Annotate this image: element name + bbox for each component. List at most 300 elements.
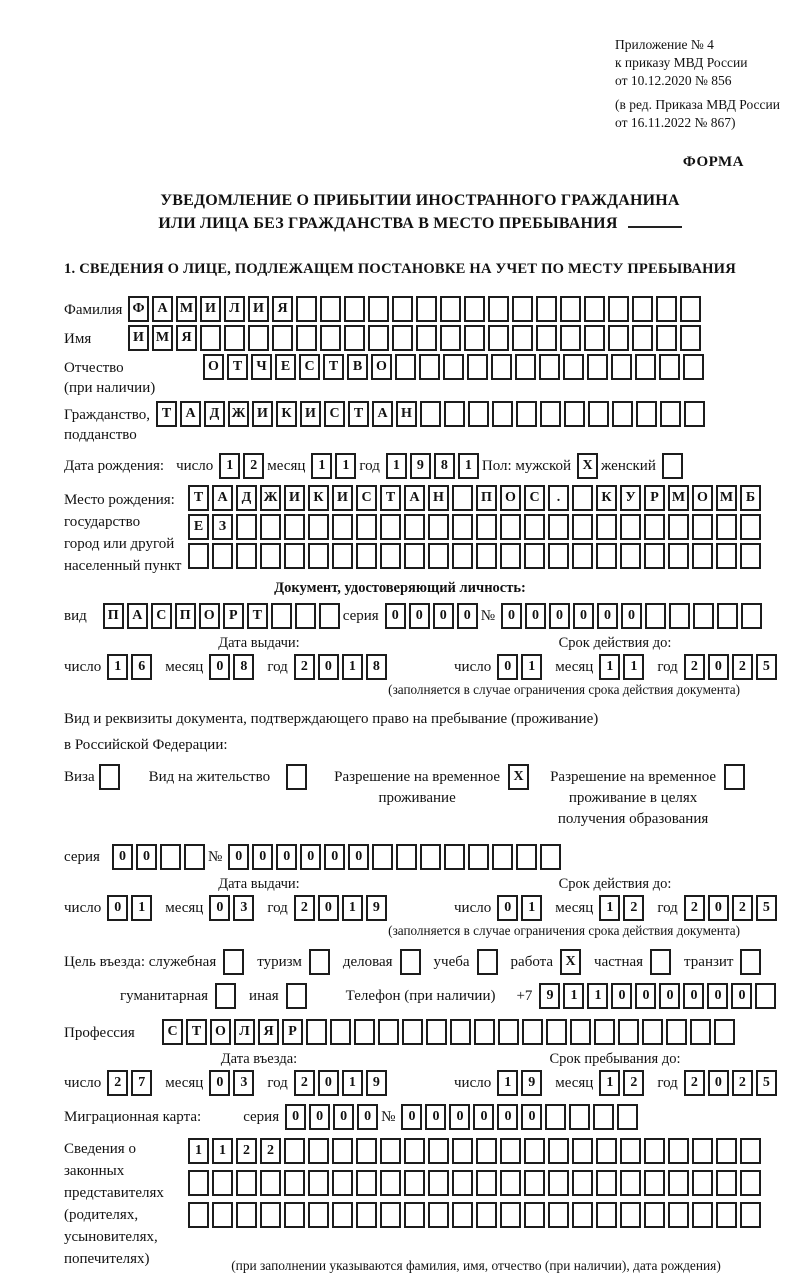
char-box[interactable]: 2	[684, 654, 705, 680]
char-box[interactable]: 0	[708, 1070, 729, 1096]
char-box[interactable]: 0	[136, 844, 157, 870]
char-box[interactable]	[402, 1019, 423, 1045]
char-box[interactable]: 1	[497, 1070, 518, 1096]
char-box[interactable]: 0	[300, 844, 321, 870]
char-box[interactable]	[332, 514, 353, 540]
char-box[interactable]	[404, 1138, 425, 1164]
char-box[interactable]: И	[300, 401, 321, 427]
char-box[interactable]: Л	[224, 296, 245, 322]
char-box[interactable]	[248, 325, 269, 351]
char-box[interactable]: 1	[563, 983, 584, 1009]
char-box[interactable]: А	[152, 296, 173, 322]
char-box[interactable]	[570, 1019, 591, 1045]
char-box[interactable]: X	[577, 453, 598, 479]
char-box[interactable]	[332, 1138, 353, 1164]
char-box[interactable]: И	[248, 296, 269, 322]
char-box[interactable]	[572, 543, 593, 569]
char-box[interactable]	[500, 1202, 521, 1228]
char-box[interactable]	[309, 949, 330, 975]
char-box[interactable]	[644, 1170, 665, 1196]
char-box[interactable]	[692, 1138, 713, 1164]
char-box[interactable]	[404, 514, 425, 540]
char-box[interactable]	[284, 543, 305, 569]
char-box[interactable]: А	[212, 485, 233, 511]
char-box[interactable]: Я	[176, 325, 197, 351]
char-box[interactable]	[635, 354, 656, 380]
char-box[interactable]	[659, 354, 680, 380]
char-box[interactable]	[188, 1202, 209, 1228]
char-box[interactable]: 1	[623, 654, 644, 680]
char-box[interactable]	[319, 603, 340, 629]
char-box[interactable]	[693, 603, 714, 629]
char-box[interactable]	[645, 603, 666, 629]
char-box[interactable]	[474, 1019, 495, 1045]
char-box[interactable]	[308, 1170, 329, 1196]
char-box[interactable]: 2	[294, 1070, 315, 1096]
char-box[interactable]	[500, 1138, 521, 1164]
char-box[interactable]	[188, 1170, 209, 1196]
char-box[interactable]: 0	[497, 895, 518, 921]
char-box[interactable]: 9	[539, 983, 560, 1009]
char-box[interactable]	[636, 401, 657, 427]
char-box[interactable]	[564, 401, 585, 427]
char-box[interactable]	[540, 844, 561, 870]
char-box[interactable]	[524, 1202, 545, 1228]
char-box[interactable]: Т	[323, 354, 344, 380]
char-box[interactable]: А	[180, 401, 201, 427]
char-box[interactable]	[684, 401, 705, 427]
char-box[interactable]: 3	[233, 1070, 254, 1096]
char-box[interactable]: О	[500, 485, 521, 511]
char-box[interactable]	[420, 401, 441, 427]
char-box[interactable]: .	[548, 485, 569, 511]
char-box[interactable]	[356, 543, 377, 569]
char-box[interactable]: 2	[623, 1070, 644, 1096]
char-box[interactable]: 0	[707, 983, 728, 1009]
char-box[interactable]	[755, 983, 776, 1009]
char-box[interactable]	[548, 1202, 569, 1228]
char-box[interactable]: Б	[740, 485, 761, 511]
char-box[interactable]	[512, 325, 533, 351]
char-box[interactable]	[644, 1138, 665, 1164]
char-box[interactable]	[380, 1202, 401, 1228]
char-box[interactable]: 0	[708, 895, 729, 921]
char-box[interactable]: И	[284, 485, 305, 511]
char-box[interactable]	[416, 325, 437, 351]
char-box[interactable]	[476, 514, 497, 540]
char-box[interactable]	[644, 1202, 665, 1228]
char-box[interactable]: 0	[501, 603, 522, 629]
char-box[interactable]: 0	[209, 1070, 230, 1096]
char-box[interactable]: 1	[188, 1138, 209, 1164]
char-box[interactable]	[572, 485, 593, 511]
char-box[interactable]	[546, 1019, 567, 1045]
char-box[interactable]: 0	[597, 603, 618, 629]
char-box[interactable]	[596, 1202, 617, 1228]
char-box[interactable]: 1	[599, 1070, 620, 1096]
char-box[interactable]	[588, 401, 609, 427]
char-box[interactable]: Ж	[228, 401, 249, 427]
char-box[interactable]	[332, 1170, 353, 1196]
char-box[interactable]: Т	[186, 1019, 207, 1045]
char-box[interactable]	[548, 514, 569, 540]
char-box[interactable]	[690, 1019, 711, 1045]
char-box[interactable]: И	[128, 325, 149, 351]
char-box[interactable]	[395, 354, 416, 380]
char-box[interactable]	[380, 1170, 401, 1196]
char-box[interactable]	[492, 401, 513, 427]
char-box[interactable]: 0	[683, 983, 704, 1009]
char-box[interactable]	[668, 543, 689, 569]
char-box[interactable]	[212, 1202, 233, 1228]
char-box[interactable]	[618, 1019, 639, 1045]
char-box[interactable]: С	[162, 1019, 183, 1045]
char-box[interactable]	[296, 296, 317, 322]
char-box[interactable]	[344, 325, 365, 351]
char-box[interactable]	[452, 485, 473, 511]
char-box[interactable]	[452, 1138, 473, 1164]
char-box[interactable]: 2	[294, 895, 315, 921]
char-box[interactable]	[188, 543, 209, 569]
char-box[interactable]	[368, 296, 389, 322]
char-box[interactable]	[284, 1202, 305, 1228]
char-box[interactable]: И	[252, 401, 273, 427]
char-box[interactable]: X	[508, 764, 529, 790]
char-box[interactable]	[620, 543, 641, 569]
char-box[interactable]: О	[199, 603, 220, 629]
char-box[interactable]: 0	[348, 844, 369, 870]
char-box[interactable]	[356, 514, 377, 540]
char-box[interactable]	[420, 844, 441, 870]
char-box[interactable]: К	[276, 401, 297, 427]
char-box[interactable]	[522, 1019, 543, 1045]
char-box[interactable]: М	[152, 325, 173, 351]
char-box[interactable]	[392, 296, 413, 322]
char-box[interactable]	[524, 543, 545, 569]
char-box[interactable]	[320, 325, 341, 351]
char-box[interactable]	[320, 296, 341, 322]
char-box[interactable]	[260, 1170, 281, 1196]
char-box[interactable]: 5	[756, 1070, 777, 1096]
char-box[interactable]: 2	[684, 895, 705, 921]
char-box[interactable]	[740, 514, 761, 540]
char-box[interactable]: 0	[708, 654, 729, 680]
char-box[interactable]	[284, 514, 305, 540]
char-box[interactable]	[452, 1202, 473, 1228]
char-box[interactable]	[444, 401, 465, 427]
char-box[interactable]: О	[210, 1019, 231, 1045]
char-box[interactable]	[296, 325, 317, 351]
char-box[interactable]	[644, 543, 665, 569]
char-box[interactable]	[236, 514, 257, 540]
char-box[interactable]	[500, 514, 521, 540]
char-box[interactable]	[498, 1019, 519, 1045]
char-box[interactable]	[596, 514, 617, 540]
char-box[interactable]	[683, 354, 704, 380]
char-box[interactable]	[286, 764, 307, 790]
char-box[interactable]	[593, 1104, 614, 1130]
char-box[interactable]: 9	[366, 895, 387, 921]
char-box[interactable]	[428, 1138, 449, 1164]
char-box[interactable]	[692, 514, 713, 540]
char-box[interactable]	[608, 296, 629, 322]
char-box[interactable]	[464, 296, 485, 322]
char-box[interactable]	[354, 1019, 375, 1045]
char-box[interactable]	[524, 1138, 545, 1164]
char-box[interactable]: С	[324, 401, 345, 427]
char-box[interactable]	[99, 764, 120, 790]
char-box[interactable]	[488, 296, 509, 322]
char-box[interactable]: 0	[252, 844, 273, 870]
char-box[interactable]	[440, 296, 461, 322]
char-box[interactable]	[587, 354, 608, 380]
char-box[interactable]	[650, 949, 671, 975]
char-box[interactable]: Ф	[128, 296, 149, 322]
char-box[interactable]: 0	[385, 603, 406, 629]
char-box[interactable]	[308, 1138, 329, 1164]
char-box[interactable]	[464, 325, 485, 351]
char-box[interactable]	[404, 1202, 425, 1228]
char-box[interactable]	[656, 325, 677, 351]
char-box[interactable]	[536, 325, 557, 351]
char-box[interactable]	[224, 325, 245, 351]
char-box[interactable]	[308, 514, 329, 540]
char-box[interactable]	[477, 949, 498, 975]
char-box[interactable]	[330, 1019, 351, 1045]
char-box[interactable]	[594, 1019, 615, 1045]
char-box[interactable]: С	[151, 603, 172, 629]
char-box[interactable]	[272, 325, 293, 351]
char-box[interactable]: 0	[659, 983, 680, 1009]
char-box[interactable]	[356, 1170, 377, 1196]
char-box[interactable]	[160, 844, 181, 870]
char-box[interactable]	[515, 354, 536, 380]
char-box[interactable]	[569, 1104, 590, 1130]
char-box[interactable]: Т	[247, 603, 268, 629]
char-box[interactable]: 0	[333, 1104, 354, 1130]
char-box[interactable]: 0	[285, 1104, 306, 1130]
char-box[interactable]: 0	[497, 1104, 518, 1130]
char-box[interactable]	[740, 1138, 761, 1164]
char-box[interactable]: 1	[458, 453, 479, 479]
char-box[interactable]: 8	[233, 654, 254, 680]
char-box[interactable]: 0	[409, 603, 430, 629]
char-box[interactable]: С	[356, 485, 377, 511]
char-box[interactable]: 1	[587, 983, 608, 1009]
char-box[interactable]: Т	[156, 401, 177, 427]
char-box[interactable]: 8	[434, 453, 455, 479]
char-box[interactable]: 2	[684, 1070, 705, 1096]
char-box[interactable]	[680, 296, 701, 322]
char-box[interactable]	[344, 296, 365, 322]
char-box[interactable]	[560, 325, 581, 351]
char-box[interactable]: 0	[318, 895, 339, 921]
char-box[interactable]: 0	[401, 1104, 422, 1130]
char-box[interactable]	[428, 543, 449, 569]
char-box[interactable]: 7	[131, 1070, 152, 1096]
char-box[interactable]: 0	[276, 844, 297, 870]
char-box[interactable]	[662, 453, 683, 479]
char-box[interactable]	[692, 1170, 713, 1196]
char-box[interactable]	[378, 1019, 399, 1045]
char-box[interactable]	[260, 514, 281, 540]
char-box[interactable]	[396, 844, 417, 870]
char-box[interactable]	[584, 325, 605, 351]
char-box[interactable]	[215, 983, 236, 1009]
char-box[interactable]	[428, 1202, 449, 1228]
char-box[interactable]: 9	[521, 1070, 542, 1096]
char-box[interactable]: 1	[342, 654, 363, 680]
char-box[interactable]: М	[668, 485, 689, 511]
char-box[interactable]	[428, 1170, 449, 1196]
char-box[interactable]: 0	[357, 1104, 378, 1130]
char-box[interactable]: Я	[272, 296, 293, 322]
char-box[interactable]	[440, 325, 461, 351]
char-box[interactable]: 0	[324, 844, 345, 870]
char-box[interactable]: 0	[449, 1104, 470, 1130]
char-box[interactable]	[512, 296, 533, 322]
char-box[interactable]	[236, 1170, 257, 1196]
char-box[interactable]: 2	[732, 1070, 753, 1096]
char-box[interactable]: 0	[112, 844, 133, 870]
char-box[interactable]: 9	[366, 1070, 387, 1096]
char-box[interactable]: С	[524, 485, 545, 511]
char-box[interactable]	[608, 325, 629, 351]
char-box[interactable]	[516, 844, 537, 870]
char-box[interactable]	[392, 325, 413, 351]
char-box[interactable]: 0	[457, 603, 478, 629]
char-box[interactable]	[426, 1019, 447, 1045]
char-box[interactable]	[666, 1019, 687, 1045]
char-box[interactable]	[548, 1170, 569, 1196]
char-box[interactable]	[450, 1019, 471, 1045]
char-box[interactable]: 0	[425, 1104, 446, 1130]
char-box[interactable]	[611, 354, 632, 380]
char-box[interactable]: Т	[227, 354, 248, 380]
char-box[interactable]: Ж	[260, 485, 281, 511]
char-box[interactable]	[548, 1138, 569, 1164]
char-box[interactable]: 1	[521, 895, 542, 921]
char-box[interactable]	[308, 543, 329, 569]
char-box[interactable]: 0	[107, 895, 128, 921]
char-box[interactable]: 0	[209, 895, 230, 921]
char-box[interactable]: Я	[258, 1019, 279, 1045]
char-box[interactable]: 1	[219, 453, 240, 479]
char-box[interactable]	[306, 1019, 327, 1045]
char-box[interactable]: 0	[318, 1070, 339, 1096]
char-box[interactable]: И	[332, 485, 353, 511]
char-box[interactable]	[443, 354, 464, 380]
char-box[interactable]: 0	[525, 603, 546, 629]
char-box[interactable]	[284, 1170, 305, 1196]
char-box[interactable]	[644, 514, 665, 540]
char-box[interactable]	[260, 1202, 281, 1228]
char-box[interactable]: О	[692, 485, 713, 511]
char-box[interactable]	[452, 1170, 473, 1196]
char-box[interactable]: 2	[243, 453, 264, 479]
char-box[interactable]	[668, 1170, 689, 1196]
char-box[interactable]: 0	[635, 983, 656, 1009]
char-box[interactable]	[632, 325, 653, 351]
char-box[interactable]	[714, 1019, 735, 1045]
char-box[interactable]	[539, 354, 560, 380]
char-box[interactable]	[332, 1202, 353, 1228]
char-box[interactable]	[524, 1170, 545, 1196]
char-box[interactable]: 0	[549, 603, 570, 629]
char-box[interactable]: М	[176, 296, 197, 322]
char-box[interactable]	[572, 1202, 593, 1228]
char-box[interactable]: 1	[521, 654, 542, 680]
char-box[interactable]	[617, 1104, 638, 1130]
char-box[interactable]: 0	[731, 983, 752, 1009]
char-box[interactable]	[692, 1202, 713, 1228]
char-box[interactable]	[368, 325, 389, 351]
char-box[interactable]	[488, 325, 509, 351]
char-box[interactable]: 0	[611, 983, 632, 1009]
char-box[interactable]	[428, 514, 449, 540]
char-box[interactable]	[620, 1170, 641, 1196]
char-box[interactable]: 1	[342, 1070, 363, 1096]
char-box[interactable]: С	[299, 354, 320, 380]
char-box[interactable]: Т	[348, 401, 369, 427]
char-box[interactable]: 1	[599, 895, 620, 921]
char-box[interactable]	[572, 1170, 593, 1196]
char-box[interactable]	[491, 354, 512, 380]
char-box[interactable]	[596, 543, 617, 569]
char-box[interactable]	[184, 844, 205, 870]
char-box[interactable]: 0	[473, 1104, 494, 1130]
char-box[interactable]: 5	[756, 654, 777, 680]
char-box[interactable]: 1	[342, 895, 363, 921]
char-box[interactable]	[716, 1202, 737, 1228]
char-box[interactable]: Р	[223, 603, 244, 629]
char-box[interactable]	[295, 603, 316, 629]
char-box[interactable]	[308, 1202, 329, 1228]
char-box[interactable]	[560, 296, 581, 322]
char-box[interactable]: 9	[410, 453, 431, 479]
char-box[interactable]: Т	[380, 485, 401, 511]
char-box[interactable]	[380, 1138, 401, 1164]
char-box[interactable]	[260, 543, 281, 569]
char-box[interactable]	[692, 543, 713, 569]
char-box[interactable]	[236, 543, 257, 569]
char-box[interactable]: 2	[623, 895, 644, 921]
char-box[interactable]	[476, 1202, 497, 1228]
char-box[interactable]: 0	[433, 603, 454, 629]
char-box[interactable]	[540, 401, 561, 427]
char-box[interactable]	[356, 1138, 377, 1164]
char-box[interactable]	[444, 844, 465, 870]
char-box[interactable]: 1	[212, 1138, 233, 1164]
char-box[interactable]	[545, 1104, 566, 1130]
char-box[interactable]	[596, 1170, 617, 1196]
char-box[interactable]	[284, 1138, 305, 1164]
char-box[interactable]: А	[404, 485, 425, 511]
char-box[interactable]	[404, 1170, 425, 1196]
char-box[interactable]: 0	[521, 1104, 542, 1130]
char-box[interactable]: 1	[107, 654, 128, 680]
char-box[interactable]	[572, 514, 593, 540]
char-box[interactable]	[620, 1202, 641, 1228]
char-box[interactable]: У	[620, 485, 641, 511]
char-box[interactable]: Р	[644, 485, 665, 511]
char-box[interactable]	[680, 325, 701, 351]
char-box[interactable]	[452, 543, 473, 569]
char-box[interactable]	[584, 296, 605, 322]
char-box[interactable]: Л	[234, 1019, 255, 1045]
char-box[interactable]	[467, 354, 488, 380]
char-box[interactable]: 1	[311, 453, 332, 479]
